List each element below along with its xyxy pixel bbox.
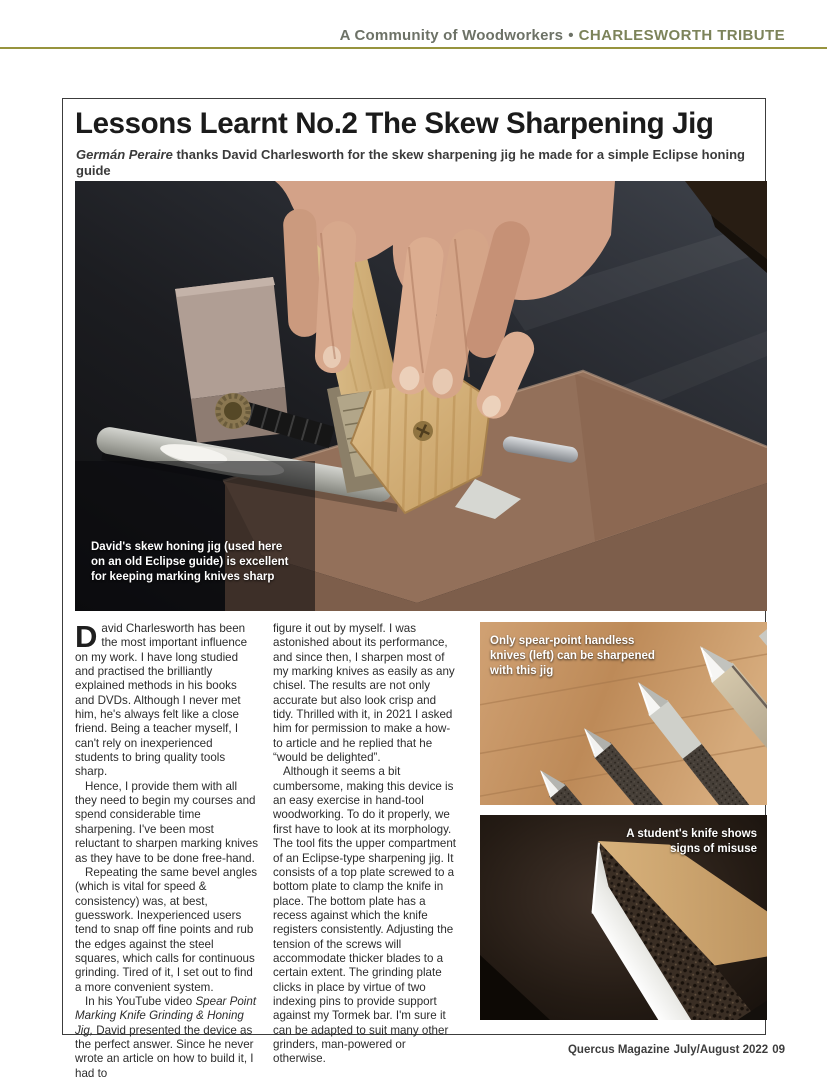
body-columns xyxy=(75,619,767,1081)
page-footer xyxy=(564,1044,785,1056)
video-title: Spear Point Marking Knife Grinding & Honing Jig, xyxy=(75,994,257,1037)
masthead-separator: • xyxy=(568,27,574,44)
paragraph: figure it out by myself. I was astonished about its performance, and since then, I sharpen most of my marking knives as easily as any chisel. The results are not only accurate but also look crisp and tidy. Thrilled with it, in 2021 I asked him for permission to make a how-to article and he replied that he “would be delighted”. xyxy=(273,622,455,765)
paragraph xyxy=(75,995,259,1081)
footer-page-number: 09 xyxy=(772,1044,785,1056)
paragraph: Although it seems a bit cumbersome, making this device is an easy exercise in hand-tool woodworking. To do it properly, we first have to look at its morphology. The tool fits the upper compartment of an Eclipse-type sharpening jig. It consists of a top plate screwed to a bottom plate to clamp the knife in place. The bottom plate has a recess against which the knife registers consistently. Adjusting the tension of the screws will accommodate thicker blades to a certain extent. The grinding plate clicks in place by virtue of two indexing pins to provide support against my Tormek bar. I'm sure it can be adapted to suit many other grinders, man-powered or otherwise. xyxy=(273,765,457,1066)
paragraph-text: avid Charlesworth has been the most important influence on my work. I have long studied and practised the brilliantly explained methods in his books and DVDs. Although I never met him, he's always felt like a close friend. Being a teacher myself, I can't rely on inexperienced students to bring quality tools sharp. xyxy=(75,622,248,779)
knives-photo xyxy=(480,622,767,805)
footer-issue: July/August 2022 xyxy=(673,1044,769,1056)
paragraph-text: David presented the device as the perfect answer. Since he never wrote an article on how to build it, I had to xyxy=(75,1023,254,1080)
paragraph: Hence, I provide them with all they need to begin my courses and spend considerable time sharpening. I've been most reluctant to sharpen marking knives as they have to be done free-hand. xyxy=(75,779,259,865)
body-column-3 xyxy=(480,622,767,1081)
byline-author: Germán Peraire xyxy=(76,147,173,162)
student-knife-photo xyxy=(480,815,767,1020)
dropcap: D xyxy=(75,619,98,654)
masthead-community-label: A Community of Woodworkers xyxy=(339,27,564,44)
masthead-rule xyxy=(0,47,827,49)
masthead xyxy=(340,27,785,44)
article-byline xyxy=(76,147,751,180)
body-column-1 xyxy=(75,619,259,1081)
paragraph: Repeating the same bevel angles (which is vital for speed & consistency) was, at best, guesswork. Inexperienced users tend to snap off fine points and rub the edges against the steel squares, which calls for continuous grinding. Tired of it, I set out to find a more convenient system. xyxy=(75,865,258,994)
article-title: Lessons Learnt No.2 The Skew Sharpening Jig xyxy=(75,107,714,140)
masthead-tribute-label: CHARLESWORTH TRIBUTE xyxy=(578,27,785,44)
main-photo xyxy=(75,181,767,611)
main-photo-caption: David's skew honing jig (used here on an old Eclipse guide) is excellent for keeping marking knives sharp xyxy=(91,541,289,584)
paragraph-text: In his YouTube video xyxy=(85,994,196,1008)
footer-magazine-name: Quercus Magazine xyxy=(567,1044,670,1056)
knives-photo-caption: Only spear-point handless knives (left) can be sharpened with this jig xyxy=(490,635,655,677)
byline-text: thanks David Charlesworth for the skew sharpening jig he made for a simple Eclipse honing guide xyxy=(76,147,745,179)
student-knife-photo-caption: A student's knife shows signs of misuse xyxy=(626,828,757,855)
paragraph xyxy=(75,619,259,780)
body-column-2 xyxy=(273,622,459,1081)
